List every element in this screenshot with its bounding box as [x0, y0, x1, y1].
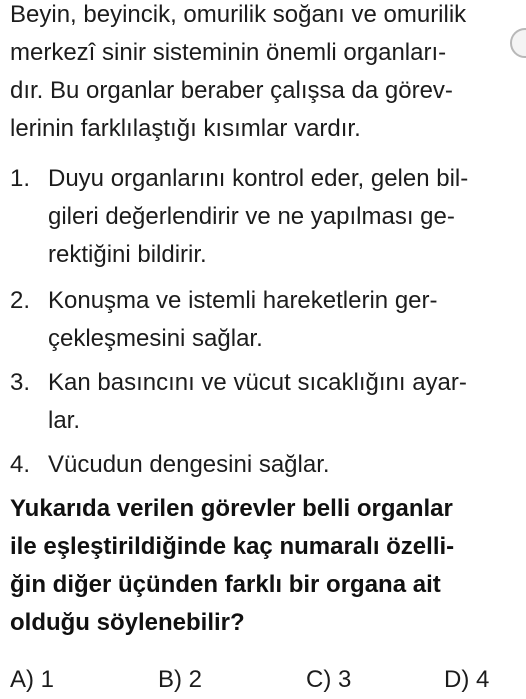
statement-line: gileri değerlendirir ve ne yapılması ge- — [48, 203, 455, 230]
choice-a[interactable]: A) 1 — [10, 666, 55, 693]
statement-line: çekleşmesini sağlar. — [48, 325, 263, 352]
statement-line: rektiğini bildirir. — [48, 241, 207, 268]
statement-number: 3. — [10, 369, 31, 396]
choice-b[interactable]: B) 2 — [158, 666, 203, 693]
statement-line: Duyu organlarını kontrol eder, gelen bil- — [48, 165, 469, 192]
intro-line: lerinin farklılaştığı kısımlar vardır. — [10, 115, 361, 142]
intro-line: Beyin, beyincik, omurilik soğanı ve omurilik — [10, 1, 467, 28]
statement-line: Kan basıncını ve vücut sıcaklığını ayar- — [48, 369, 467, 396]
page-edge-mark — [510, 28, 526, 58]
question-line: ğin diğer üçünden farklı bir organa ait — [10, 571, 441, 598]
choice-d[interactable]: D) 4 — [444, 666, 490, 693]
choice-c[interactable]: C) 3 — [306, 666, 352, 693]
question-line: olduğu söylenebilir? — [10, 609, 245, 636]
statement-line: Vücudun dengesini sağlar. — [48, 451, 330, 478]
question-line: ile eşleştirildiğinde kaç numaralı özelli- — [10, 533, 455, 560]
statement-number: 4. — [10, 451, 31, 478]
intro-line: dır. Bu organlar beraber çalışsa da görev- — [10, 77, 453, 104]
statement-line: Konuşma ve istemli hareketlerin ger- — [48, 287, 438, 314]
statement-number: 1. — [10, 165, 31, 192]
statement-line: lar. — [48, 407, 81, 434]
statement-number: 2. — [10, 287, 31, 314]
question-line: Yukarıda verilen görevler belli organlar — [10, 495, 453, 522]
intro-line: merkezî sinir sisteminin önemli organları- — [10, 39, 447, 66]
